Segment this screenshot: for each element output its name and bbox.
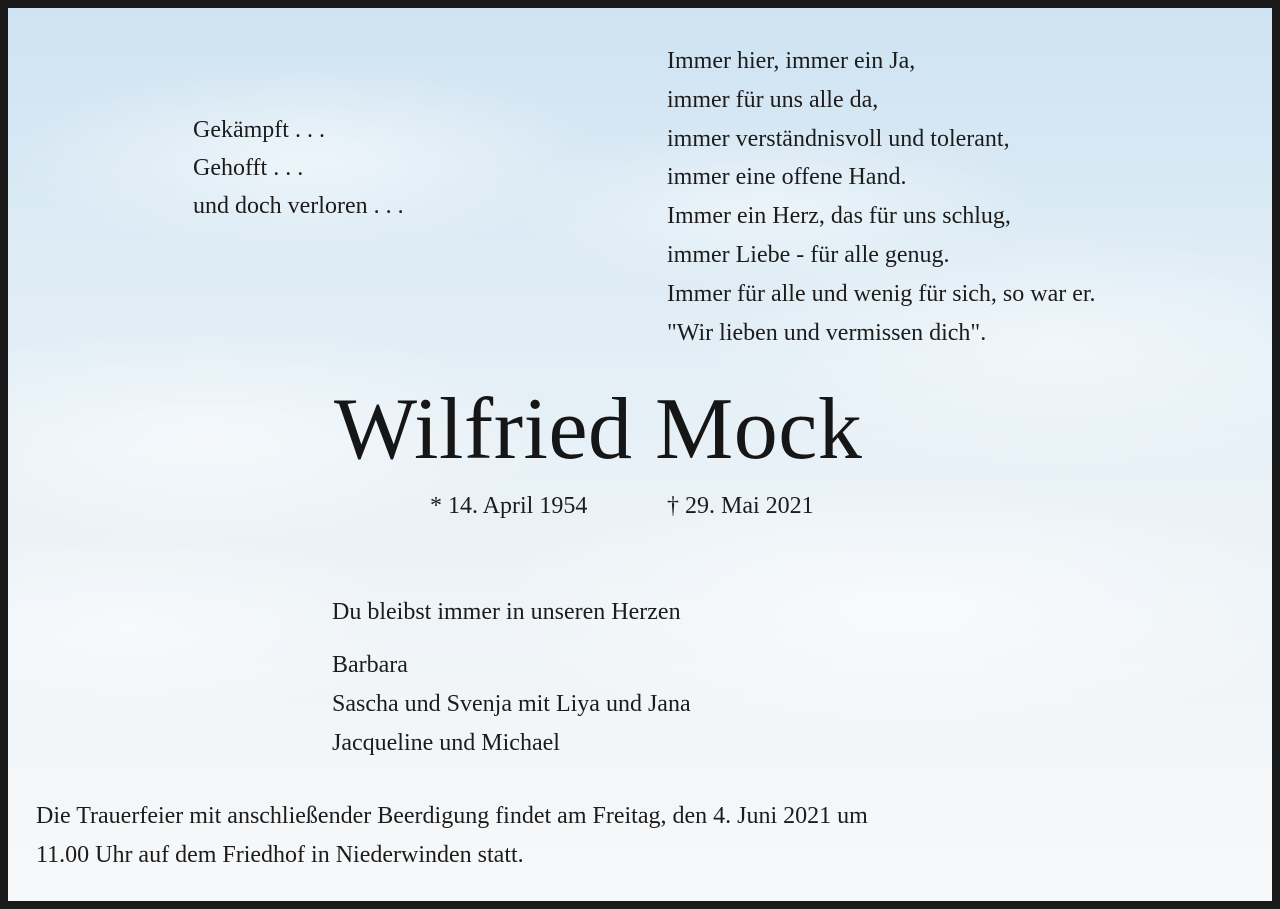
verse-right-line: Immer ein Herz, das für uns schlug,: [667, 203, 1011, 230]
mourner-name: Jacqueline und Michael: [332, 730, 560, 756]
verse-right-line: immer Liebe - für alle genug.: [667, 241, 950, 268]
verse-left-line: und doch verloren . . .: [193, 193, 404, 219]
verse-right-line: immer verständnisvoll und tolerant,: [667, 125, 1010, 152]
birth-date: * 14. April 1954: [430, 493, 588, 519]
verse-left: [193, 111, 404, 225]
verse-right-line: Immer hier, immer ein Ja,: [667, 48, 916, 74]
verse-right-line: "Wir lieben und vermissen dich".: [667, 319, 987, 346]
verse-left-line: Gekämpft . . .: [193, 117, 325, 143]
verse-right: [667, 42, 1096, 352]
verse-left-line: Gehofft . . .: [193, 155, 304, 181]
deceased-name: Wilfried Mock: [334, 381, 863, 478]
verse-right-line: immer eine offene Hand.: [667, 164, 907, 191]
service-notice-line: Die Trauerfeier mit anschließender Beerdigung findet am Freitag, den 4. Juni 2021 um: [36, 803, 868, 829]
obituary-notice: [8, 8, 1272, 901]
mourner-name: Sascha und Svenja mit Liya und Jana: [332, 691, 691, 717]
service-notice: [36, 797, 868, 875]
mourners-list: [332, 646, 691, 763]
verse-right-line: immer für uns alle da,: [667, 86, 879, 113]
verse-right-line: Immer für alle und wenig für sich, so war er.: [667, 280, 1096, 307]
service-notice-line: 11.00 Uhr auf dem Friedhof in Niederwinden statt.: [36, 842, 524, 868]
closing-line: Du bleibst immer in unseren Herzen: [332, 599, 681, 625]
mourner-name: Barbara: [332, 652, 408, 678]
death-date: † 29. Mai 2021: [667, 493, 814, 519]
